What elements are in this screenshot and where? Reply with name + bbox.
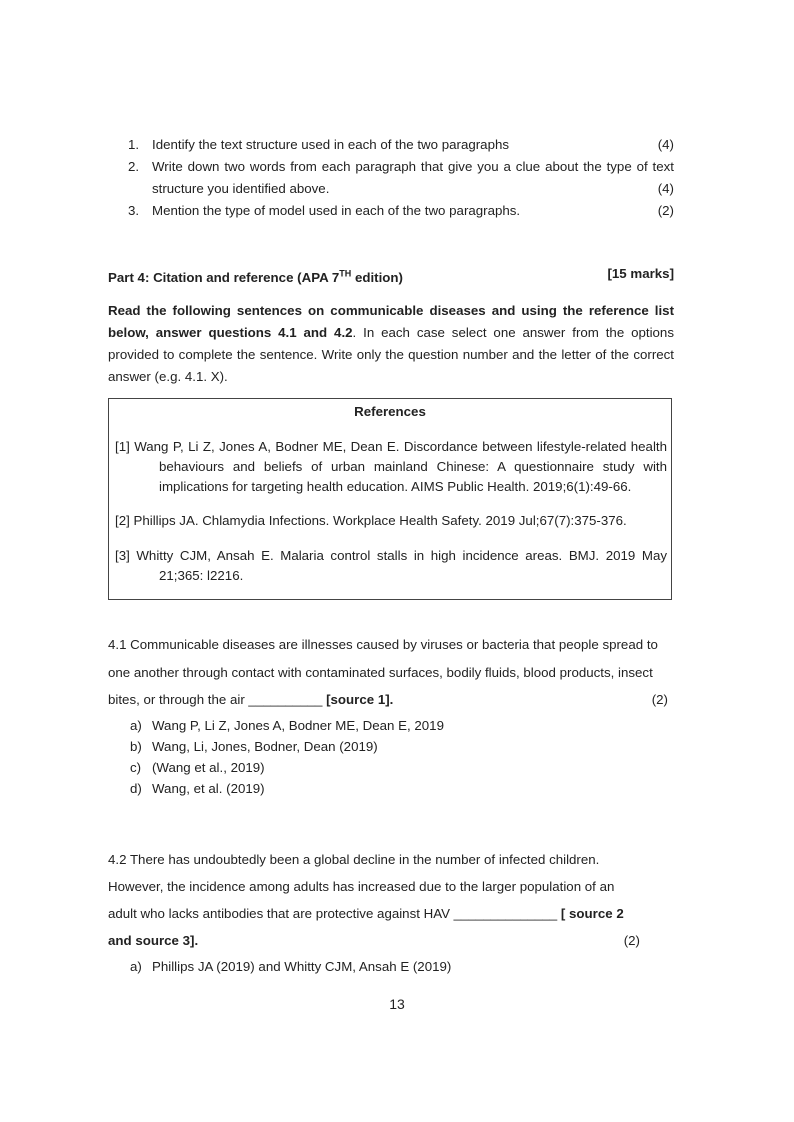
option-item: c) (Wang et al., 2019) bbox=[130, 760, 265, 775]
question-4-2-mark: (2) bbox=[623, 933, 640, 948]
part4-heading bbox=[108, 264, 674, 288]
question-4-1-options bbox=[130, 715, 444, 799]
question-4-1-text: 4.1 Communicable diseases are illnesses caused by viruses or bacteria that people spread to one another through contact with contaminated surfaces, bodily fluids, blood products, insect bites, or through the air __________ bbox=[108, 637, 658, 707]
question-4-1-mark: (2) bbox=[651, 692, 668, 707]
question-mark: (2) bbox=[657, 203, 674, 218]
question-number: 3. bbox=[128, 203, 140, 218]
references-box bbox=[108, 398, 672, 600]
question-mark: (4) bbox=[657, 137, 674, 152]
page-number: 13 bbox=[389, 996, 405, 1012]
question-4-2-text: 4.2 There has undoubtedly been a global decline in the number of infected children. However, the incidence among adults has increased due to the larger population of an adult who lacks antibodies that are protective against HAV ______________ bbox=[108, 852, 615, 921]
question-4-1 bbox=[108, 631, 668, 714]
option-item: a) Phillips JA (2019) and Whitty CJM, Ansah E (2019) bbox=[130, 959, 452, 974]
references-title: References bbox=[354, 404, 426, 419]
instructions-rest: . In each case select one answer from the options provided to complete the sentence. Write only the question number and the letter of the correct answer (e.g. 4.1. X). bbox=[108, 325, 674, 384]
part4-marks: [15 marks] bbox=[607, 266, 674, 281]
reference-item: [1] Wang P, Li Z, Jones A, Bodner ME, Dean E. Discordance between lifestyle-related health behaviours and beliefs of urban mainland Chinese: A questionnaire study with implications for targeting health education. AIMS Public Health. 2019;6(1):49-66. bbox=[115, 439, 667, 494]
reference-item: [2] Phillips JA. Chlamydia Infections. Workplace Health Safety. 2019 Jul;67(7):375-376. bbox=[115, 513, 627, 528]
option-item: a) Wang P, Li Z, Jones A, Bodner ME, Dean E, 2019 bbox=[130, 718, 444, 733]
question-text: Identify the text structure used in each of the two paragraphs bbox=[152, 137, 510, 152]
question-4-2-source: [ source 2 and source 3]. bbox=[108, 906, 624, 948]
question-number: 1. bbox=[128, 137, 140, 152]
question-list bbox=[128, 134, 674, 222]
instructions-bold: Read the following sentences on communicable diseases and using the reference list below, answer questions 4.1 and 4.2 bbox=[108, 303, 674, 340]
reference-item: [3] Whitty CJM, Ansah E. Malaria control stalls in high incidence areas. BMJ. 2019 May 21;365: l2216. bbox=[115, 548, 667, 583]
option-item: b) Wang, Li, Jones, Bodner, Dean (2019) bbox=[130, 739, 378, 754]
question-mark: (4) bbox=[657, 181, 674, 196]
part4-title: Part 4: Citation and reference (APA 7TH edition) bbox=[108, 269, 403, 286]
question-item bbox=[128, 200, 674, 222]
instructions-paragraph bbox=[108, 300, 674, 388]
option-item: d) Wang, et al. (2019) bbox=[130, 781, 265, 796]
question-4-2 bbox=[108, 846, 640, 954]
question-text: Write down two words from each paragraph that give you a clue about the type of text structure you identified above. bbox=[152, 159, 674, 196]
question-4-1-source: [source 1]. bbox=[326, 692, 394, 707]
question-4-2-options bbox=[130, 956, 451, 977]
question-text: Mention the type of model used in each of the two paragraphs. bbox=[152, 203, 521, 218]
question-item bbox=[128, 134, 674, 156]
question-number: 2. bbox=[128, 159, 140, 174]
question-item bbox=[128, 156, 674, 200]
